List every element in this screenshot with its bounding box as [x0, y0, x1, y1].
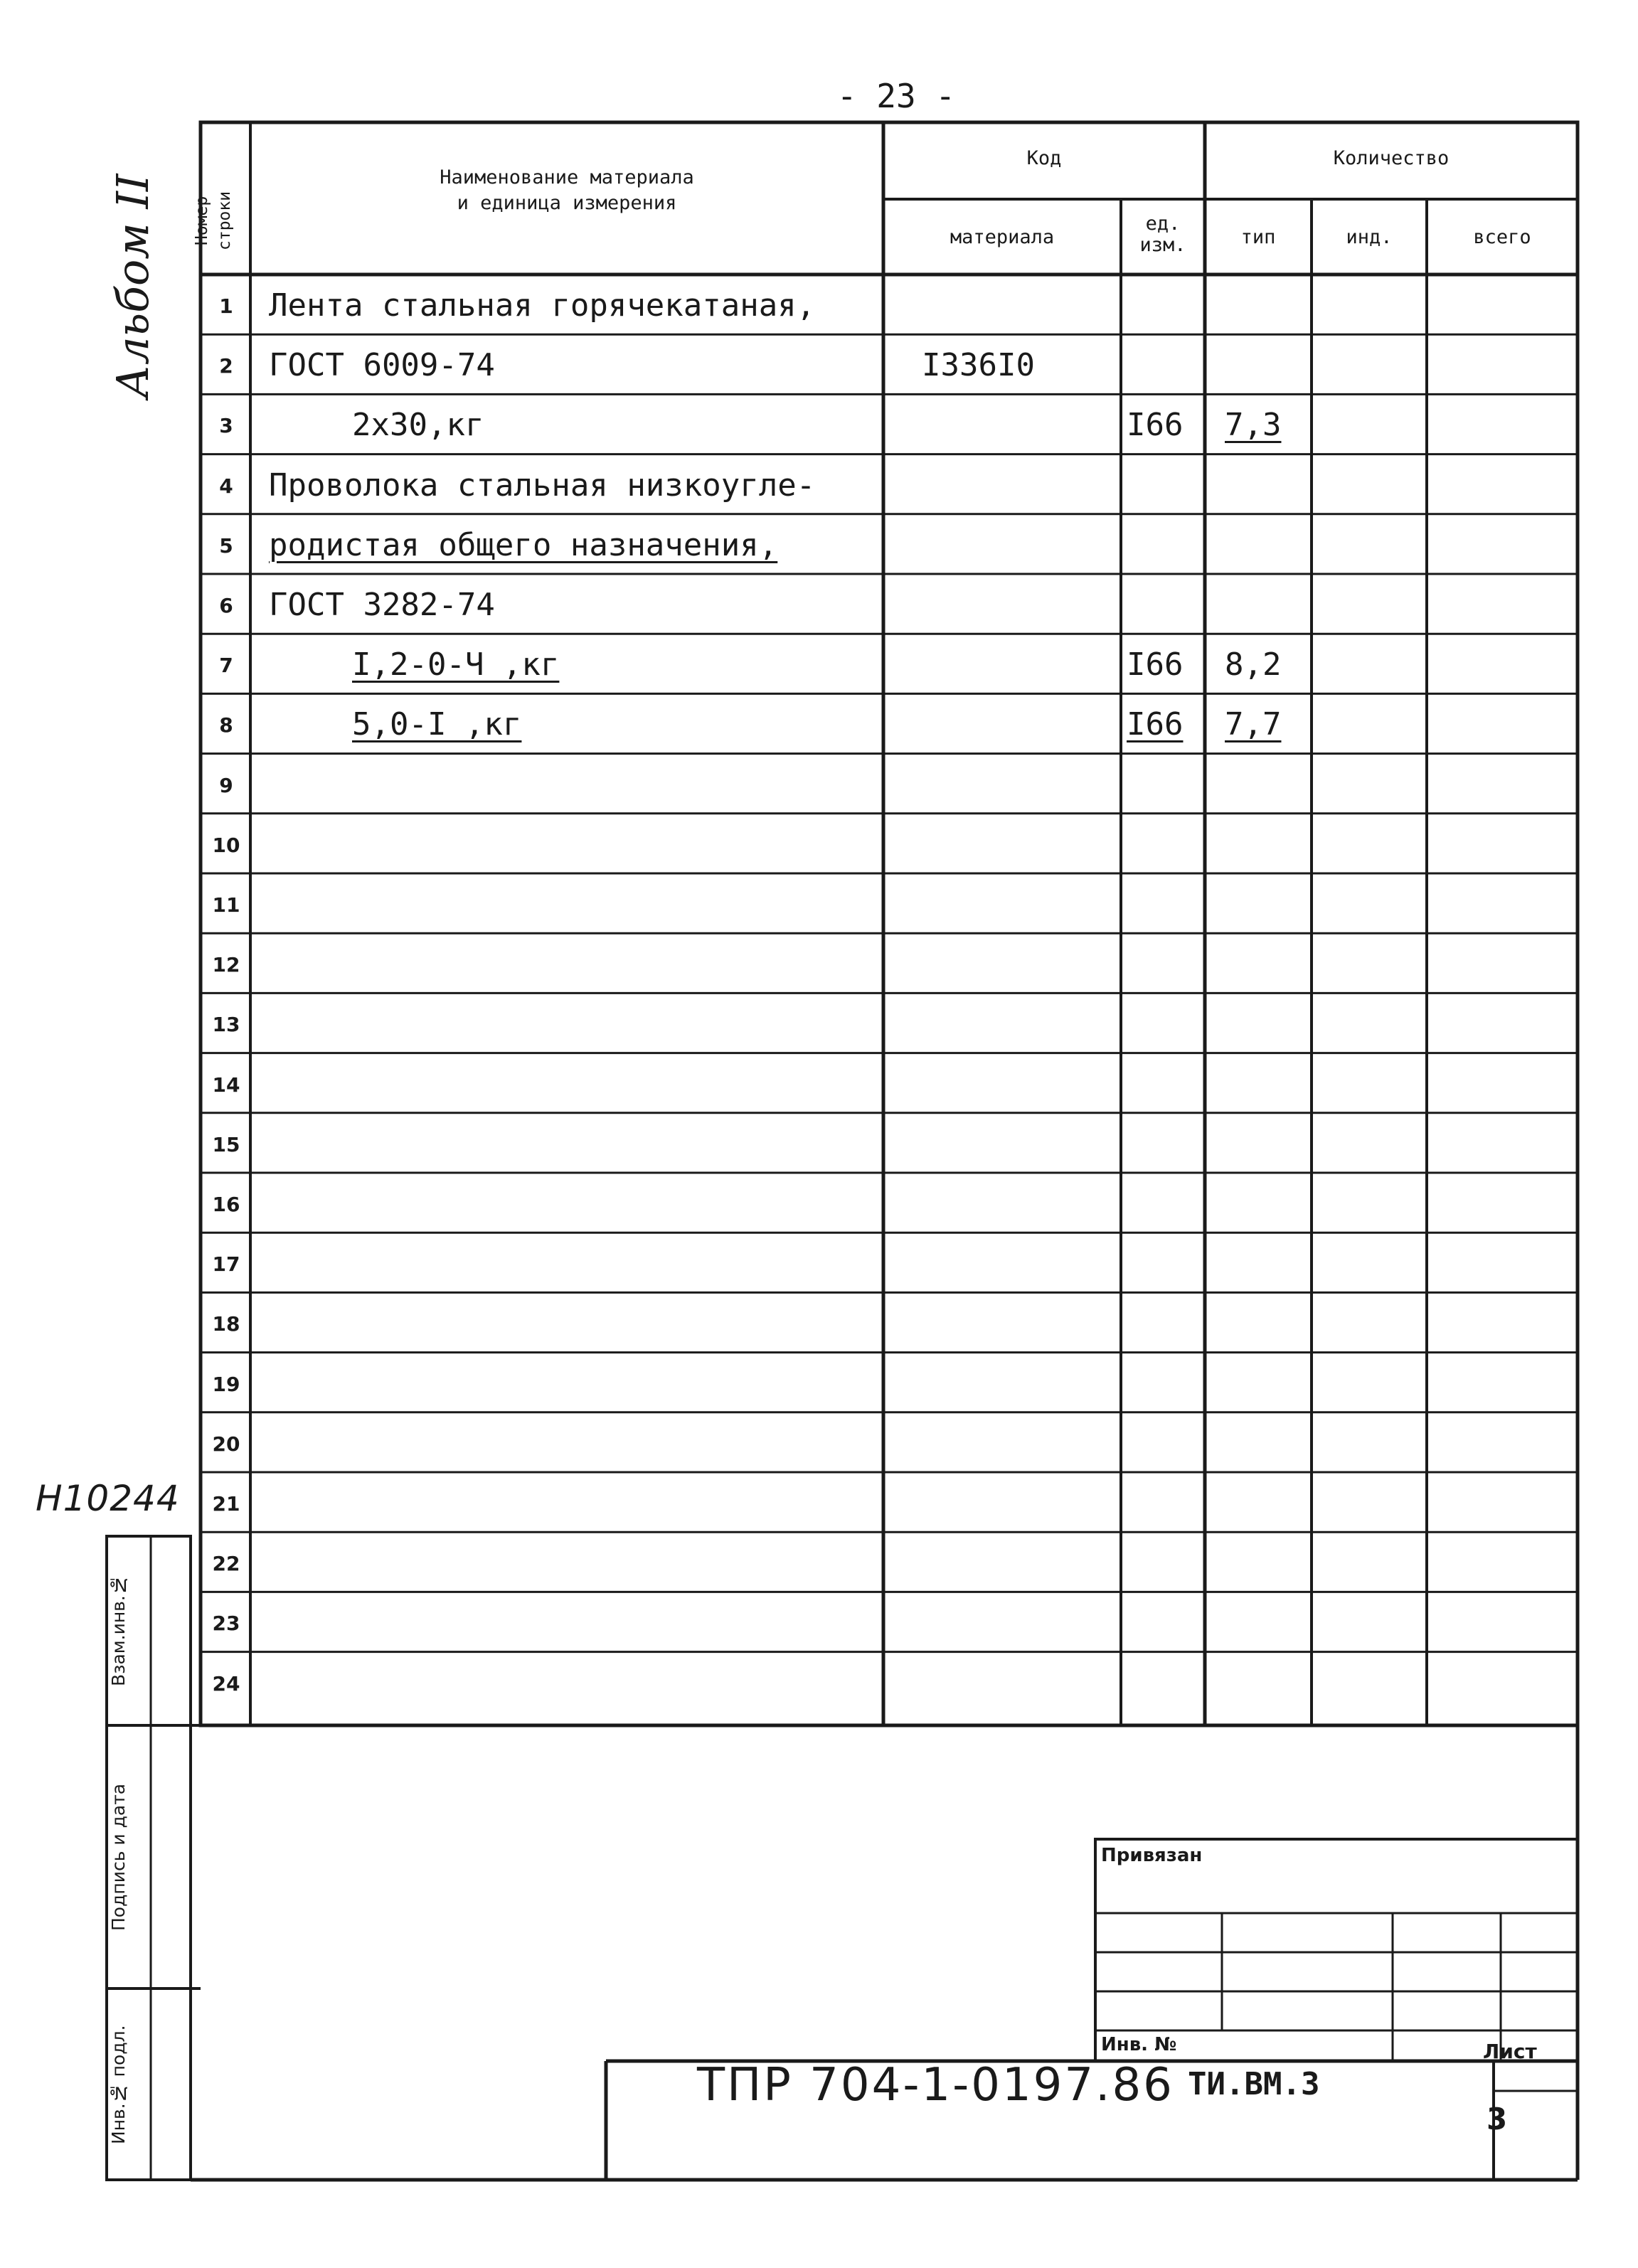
row-number: 1 [219, 294, 233, 318]
document-code-suffix: ТИ.ВМ.3 [1188, 2066, 1320, 2102]
signature-date-label: Подпись и дата [108, 1783, 129, 1931]
qty-ind-header: инд. [1346, 226, 1393, 248]
inv-podl-label: Инв.№ подл. [108, 2025, 129, 2144]
quantity-type: 8,2 [1225, 646, 1282, 683]
code-material-header: материала [950, 226, 1055, 248]
code-header: Код [1026, 147, 1062, 169]
row-number: 19 [212, 1372, 240, 1396]
handwritten-number: Н10244 [36, 1478, 180, 1519]
material-name: I,2-0-Ч ,кг [352, 646, 560, 683]
unit-code: I66 [1127, 407, 1184, 444]
material-name: ГОСТ 6009-74 [269, 347, 495, 384]
sheet-number: 3 [1487, 2102, 1508, 2136]
row-number: 2 [219, 354, 233, 378]
row-number: 6 [219, 594, 233, 617]
unit-code: I66 [1127, 646, 1184, 683]
material-name: родистая общего назначения, [269, 526, 778, 563]
quantity-type: 7,7 [1225, 706, 1282, 743]
row-number: 3 [219, 414, 233, 438]
row-number: 7 [219, 654, 233, 678]
quantity-type: 7,3 [1225, 407, 1282, 444]
material-code: I336I0 [922, 347, 1035, 384]
unit-code: I66 [1127, 706, 1184, 743]
row-number: 24 [212, 1671, 240, 1695]
privyazan-label: Привязан [1101, 1845, 1203, 1866]
vzam-inv-label: Взам.инв.№ [108, 1575, 129, 1687]
inv-no-label: Инв. № [1101, 2034, 1177, 2055]
material-name: Лента стальная горячекатаная, [269, 287, 816, 324]
album-label: Альбом II [107, 174, 159, 398]
row-number: 17 [212, 1252, 240, 1277]
row-number-header: Номер строки [193, 191, 234, 250]
row-number: 11 [212, 893, 240, 917]
row-number: 16 [212, 1193, 240, 1216]
row-number: 12 [212, 953, 240, 977]
row-number: 8 [219, 713, 233, 738]
code-unit-header: ед. изм. [1139, 213, 1186, 256]
row-number: 14 [212, 1072, 240, 1097]
row-number: 4 [219, 474, 233, 498]
sheet-label: Лист [1483, 2040, 1537, 2063]
qty-total-header: всего [1473, 226, 1531, 248]
row-number: 13 [212, 1013, 240, 1037]
document-code: ТПР 704-1-0197.86 [697, 2059, 1174, 2112]
material-name: ГОСТ 3282-74 [269, 587, 495, 623]
material-name: Проволока стальная низкоугле- [269, 467, 816, 504]
row-number: 22 [212, 1552, 240, 1576]
row-number: 15 [212, 1132, 240, 1156]
quantity-header: Количество [1333, 147, 1450, 169]
page-number: - 23 - [836, 77, 956, 115]
qty-type-header: тип [1240, 226, 1276, 248]
name-header-line2: и единица измерения [457, 192, 677, 214]
row-number: 5 [219, 533, 233, 558]
row-number: 21 [212, 1492, 240, 1516]
row-number: 18 [212, 1312, 240, 1336]
row-number: 10 [212, 833, 240, 857]
name-header-line1: Наименование материала [440, 166, 694, 188]
row-number: 20 [212, 1432, 240, 1456]
row-number: 9 [219, 773, 233, 797]
row-number: 23 [212, 1612, 240, 1636]
material-name: 2х30,кг [352, 407, 484, 444]
name-header [250, 165, 883, 216]
material-name: 5,0-I ,кг [352, 706, 522, 743]
